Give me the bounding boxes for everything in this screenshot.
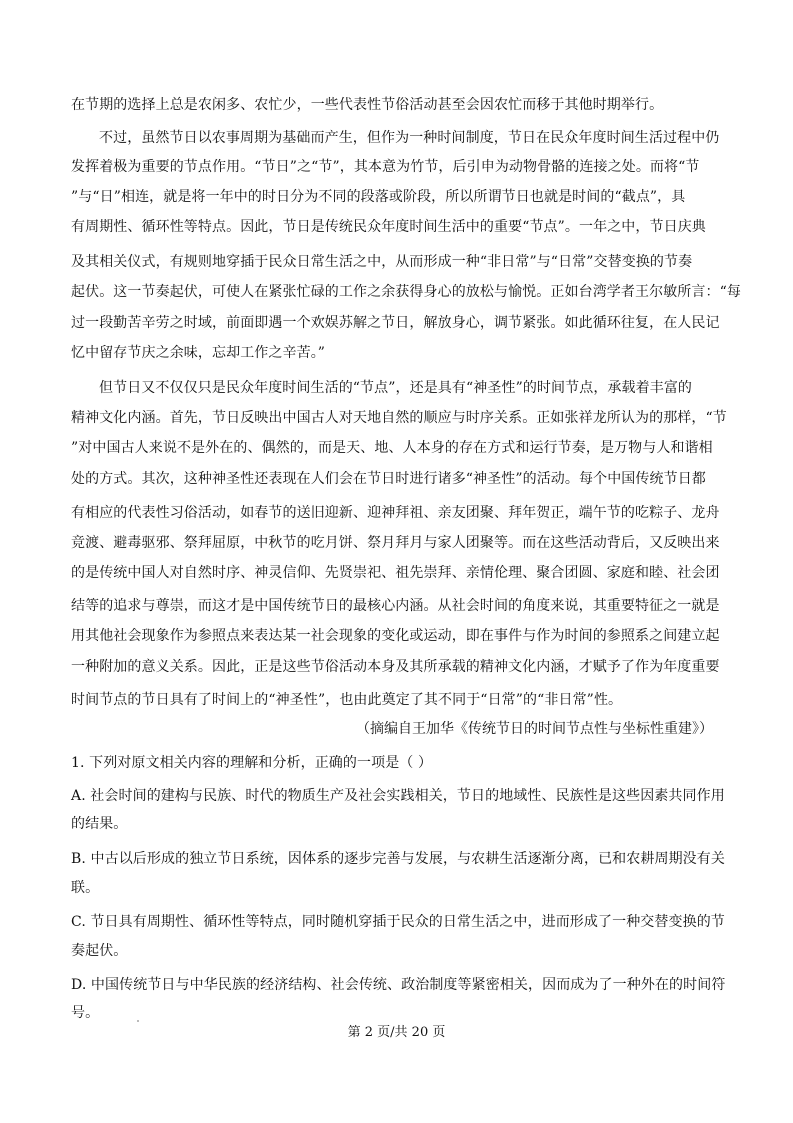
paragraph-line: 起伏。这一节奏起伏，可使人在紧张忙碌的工作之余获得身心的放松与愉悦。正如台湾学者王尔敏所言：“每: [71, 284, 741, 300]
scan-speck: [137, 1020, 139, 1022]
paragraph-line: 结等的追求与尊崇，而这才是中国传统节日的最核心内涵。从社会时间的角度来说，其重要特征之一就是: [71, 598, 720, 614]
paragraph-line: 时间节点的节日具有了时间上的“神圣性”，也由此奠定了其不同于“日常”的“非日常”性。: [71, 692, 623, 708]
option-d-line-1: D. 中国传统节日与中华民族的经济结构、社会传统、政治制度等紧密相关，因而成为了一种外在的时间符: [71, 977, 726, 993]
option-a-line-2: 的结果。: [71, 816, 128, 832]
paragraph-line: 在节期的选择上总是农闲多、农忙少，一些代表性节俗活动甚至会因农忙而移于其他时期举行。: [71, 97, 664, 113]
paragraph-line: ”对中国古人来说不是外在的、偶然的，而是天、地、人本身的存在方式和运行节奏，是万物与人和谐相: [71, 440, 713, 456]
option-c-line-1: C. 节日具有周期性、循环性等特点，同时随机穿插于民众的日常生活之中，进而形成了一种交替变换的节: [71, 914, 725, 930]
paragraph-line: 用其他社会现象作为参照点来表达某一社会现象的变化或运动，即在事件与作为时间的参照系之间建立起: [71, 628, 720, 644]
paragraph-line: 有周期性、循环性等特点。因此，节日是传统民众年度时间生活中的重要“节点”。一年之中，节日庆典: [71, 219, 706, 235]
paragraph-line: 的是传统中国人对自然时序、神灵信仰、先贤崇祀、祖先崇拜、亲情伦理、聚合团圆、家庭和睦、社会团: [71, 565, 720, 581]
option-b-line-1: B. 中古以后形成的独立节日系统，因体系的逐步完善与发展，与农耕生活逐渐分离，已和农耕周期没有关: [71, 851, 725, 867]
paragraph-line: 处的方式。其次，这种神圣性还表现在人们会在节日时进行诸多“神圣性”的活动。每个中国传统节日都: [71, 471, 706, 487]
paragraph-line: 一种附加的意义关系。因此，正是这些节俗活动本身及其所承载的精神文化内涵，才赋予了作为年度重要: [71, 659, 720, 675]
question-stem: 1. 下列对原文相关内容的理解和分析，正确的一项是（ ）: [71, 755, 433, 771]
paragraph-line: 不过，虽然节日以农事周期为基础而产生，但作为一种时间制度，节日在民众年度时间生活过程中仍: [99, 130, 720, 146]
paragraph-line: 有相应的代表性习俗活动，如春节的送旧迎新、迎神拜祖、亲友团聚、拜年贺正，端午节的吃粽子、龙舟: [71, 505, 720, 521]
option-c-line-2: 奏起伏。: [71, 943, 128, 959]
option-b-line-2: 联。: [71, 880, 100, 896]
paragraph-line: ”与“日”相连，就是将一年中的时日分为不同的段落或阶段，所以所谓节日也就是时间的“截点”，具: [71, 189, 686, 205]
paragraph-line: 但节日又不仅仅只是民众年度时间生活的“节点”，还是具有“神圣性”的时间节点，承载着丰富的: [99, 380, 693, 396]
option-a-line-1: A. 社会时间的建构与民族、时代的物质生产及社会实践相关，节日的地域性、民族性是这些因素共同作用: [71, 788, 725, 804]
paragraph-line: 过一段勤苦辛劳之时域，前面即遇一个欢娱苏解之节日，解放身心，调节紧张。如此循环往复，在人民记: [71, 315, 720, 331]
paragraph-line: 及其相关仪式，有规则地穿插于民众日常生活之中，从而形成一种“非日常”与“日常”交替变换的节奏: [71, 254, 693, 270]
paragraph-line: 精神文化内涵。首先，节日反映出中国古人对天地自然的顺应与时序关系。正如张祥龙所认为的那样，“节: [71, 410, 727, 426]
paragraph-line: 忆中留存节庆之余味，忘却工作之辛苦。”: [71, 345, 326, 361]
option-d-line-2: 号。: [71, 1005, 100, 1021]
paragraph-line: 竞渡、避毒驱邪、祭拜屈原，中秋节的吃月饼、祭月拜月与家人团聚等。而在这些活动背后，又反映出来: [71, 535, 720, 551]
source-citation: （摘编自王加华《传统节日的时间节点性与坐标性重建》）: [356, 721, 713, 737]
paragraph-line: 发挥着极为重要的节点作用。“节日”之“节”，其本意为竹节，后引申为动物骨骼的连接之处。而将“节: [71, 159, 700, 175]
page-footer: 第 2 页/共 20 页: [347, 1025, 446, 1040]
